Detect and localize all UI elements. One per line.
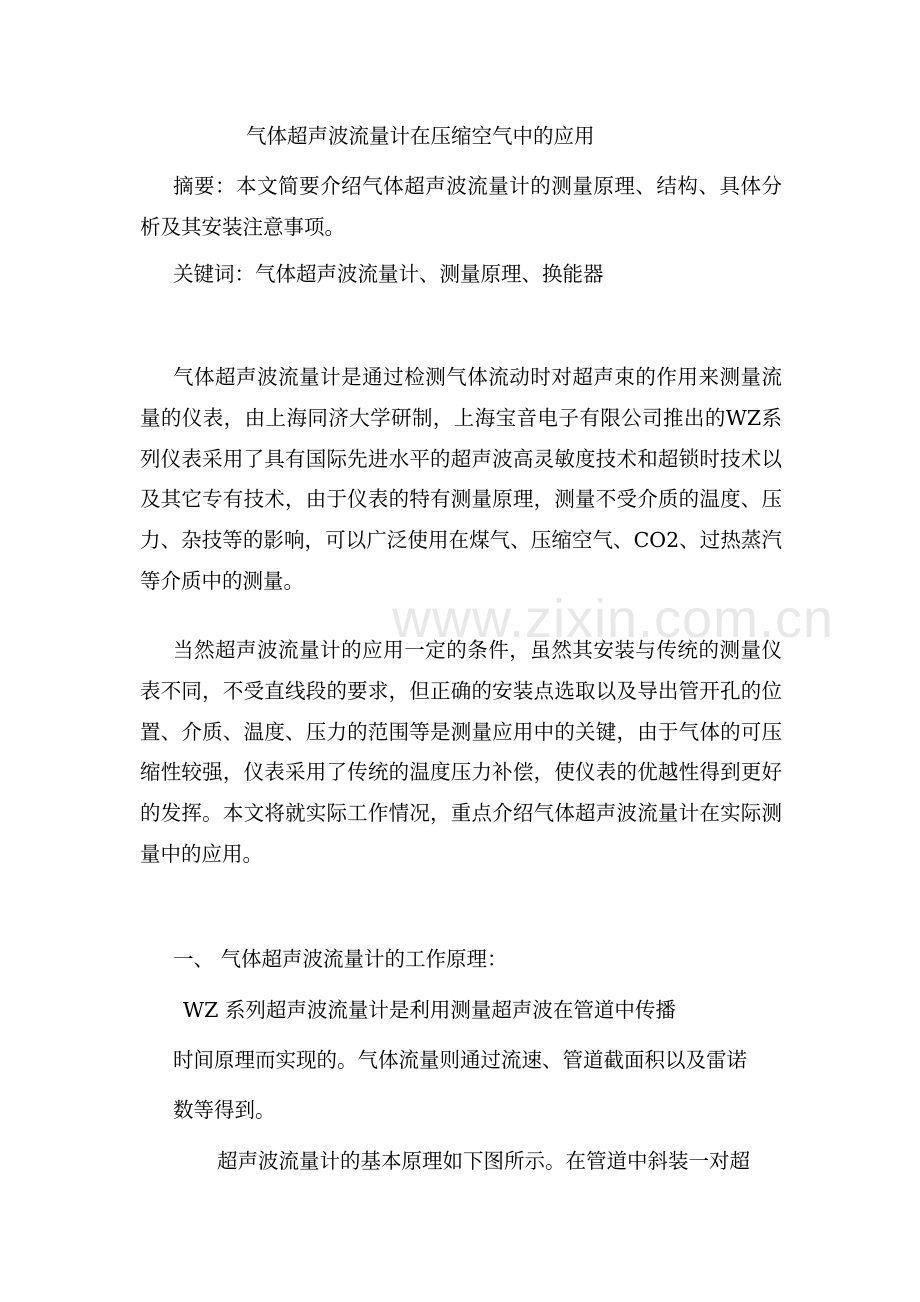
- abstract-block: [140, 166, 782, 248]
- section-text-line-2: 时间原理而实现的。气体流量则通过流速、管道截面积以及雷诺: [173, 1048, 747, 1072]
- section-heading: 一、 气体超声波流量计的工作原理：: [173, 947, 508, 971]
- watermark: www.zixin.com.cn: [392, 589, 835, 649]
- usage-block: [140, 630, 782, 875]
- principle-paragraph-start: 超声波流量计的基本原理如下图所示。在管道中斜装一对超: [217, 1149, 750, 1173]
- intro-paragraph: 气体超声波流量计是通过检测气体流动时对超声束的作用来测量流量的仪表，由上海同济大学研制，上海宝音电子有限公司推出的WZ系列仪表采用了具有国际先进水平的超声波高灵敏度技术和超锁时技术以及其它专有技术，由于仪表的特有测量原理，测量不受介质的温度、压力、杂技等的影响，可以广泛使用在煤气、压缩空气、CO2、过热蒸汽等介质中的测量。: [140, 365, 782, 593]
- document-title: 气体超声波流量计在压缩空气中的应用: [246, 124, 595, 148]
- usage-paragraph: 当然超声波流量计的应用一定的条件，虽然其安装与传统的测量仪表不同，不受直线段的要求，但正确的安装点选取以及导出管开孔的位置、介质、温度、压力的范围等是测量应用中的关键，由于气体的可压缩性较强，仪表采用了传统的温度压力补偿，使仪表的优越性得到更好的发挥。本文将就实际工作情况，重点介绍气体超声波流量计在实际测量中的应用。: [140, 638, 782, 866]
- abstract-text: 摘要：本文简要介绍气体超声波流量计的测量原理、结构、具体分析及其安装注意事项。: [140, 174, 782, 239]
- section-text-line-1: WZ 系列超声波流量计是利用测量超声波在管道中传播: [183, 998, 676, 1022]
- keywords-line: 关键词：气体超声波流量计、测量原理、换能器: [173, 262, 604, 286]
- section-text-line-3: 数等得到。: [173, 1098, 276, 1122]
- intro-block: [140, 357, 782, 602]
